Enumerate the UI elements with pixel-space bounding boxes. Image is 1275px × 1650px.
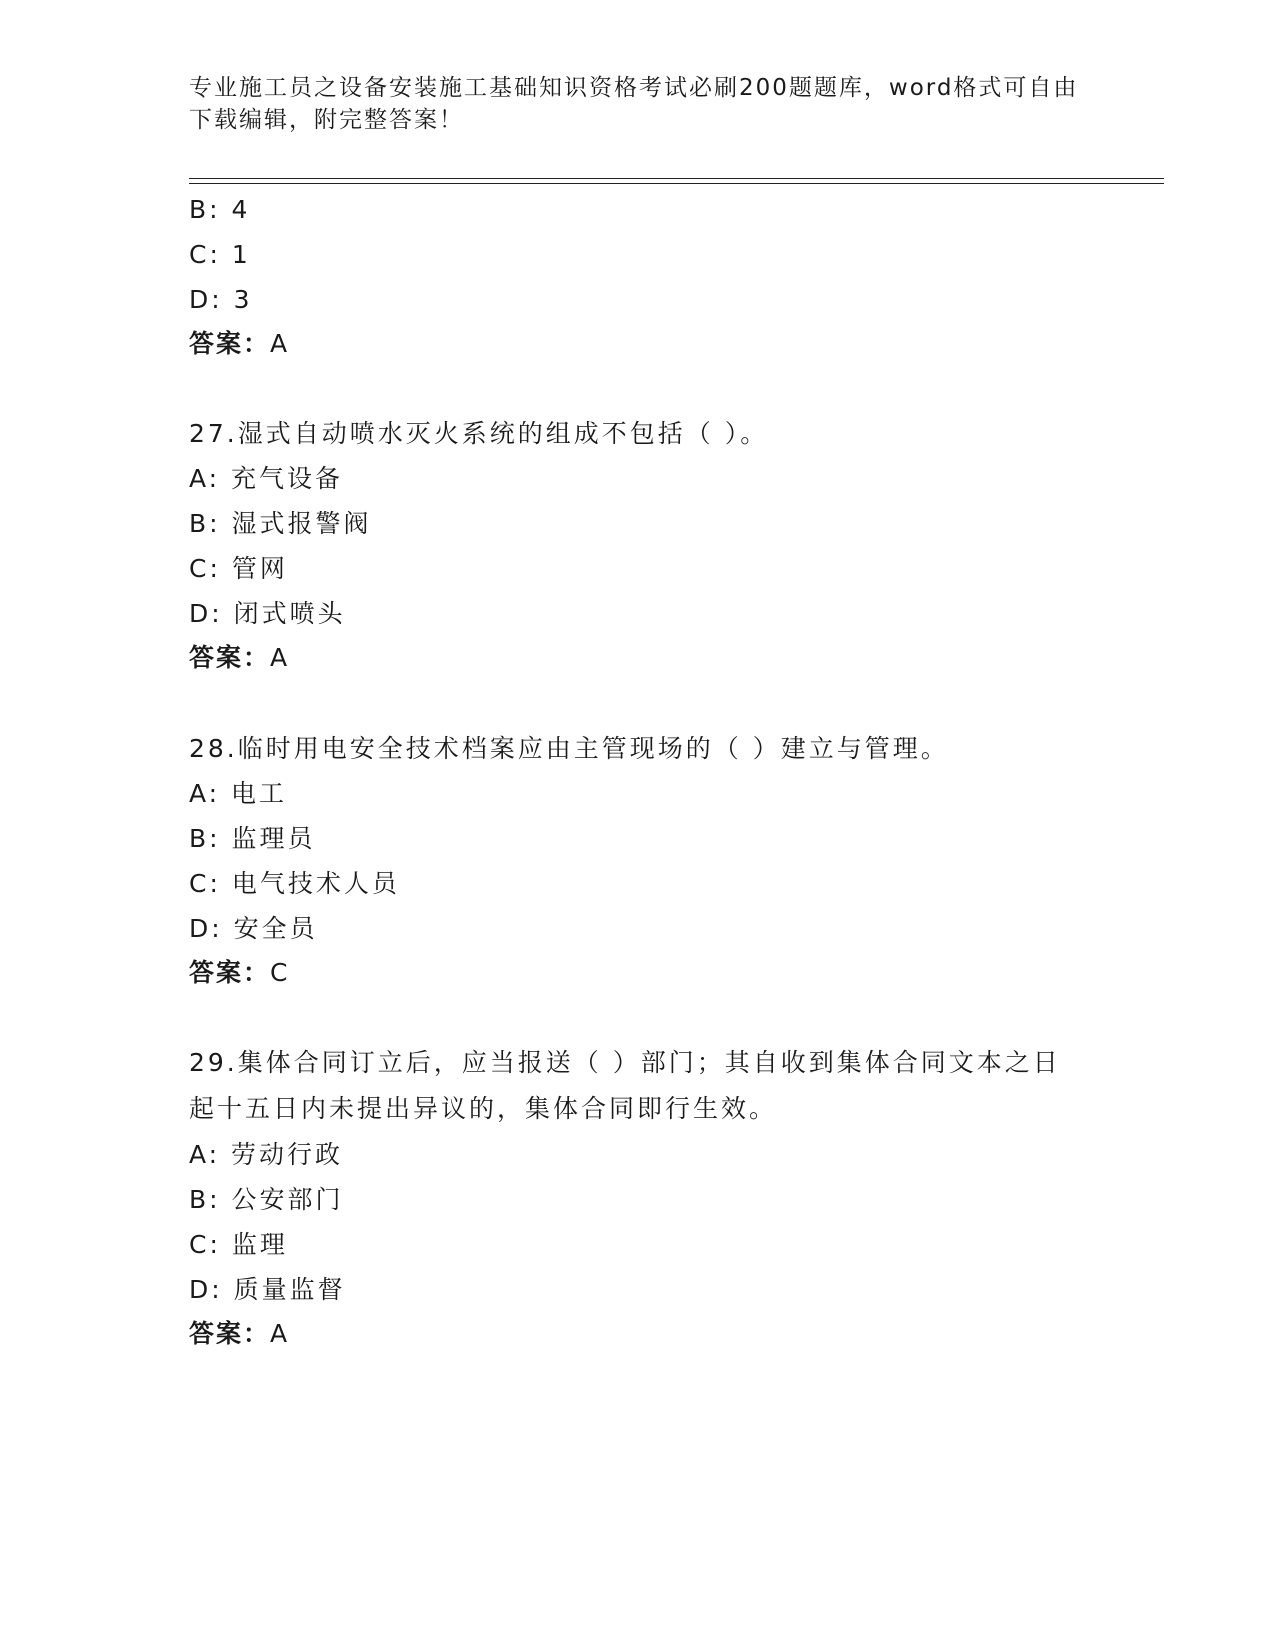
answer-label: 答案： (189, 958, 271, 987)
header-divider-second (189, 183, 1164, 184)
answer-label: 答案： (189, 329, 271, 358)
question-27-option-d: D: 闭式喷头 (189, 599, 346, 628)
question-27-option-a: A: 充气设备 (189, 464, 344, 493)
question-29-option-b: B: 公安部门 (189, 1185, 344, 1214)
answer-value: A (270, 329, 289, 358)
question-28-answer (189, 958, 288, 988)
option-c: C: 1 (189, 240, 251, 269)
question-29-option-c: C: 监理 (189, 1230, 288, 1259)
header-divider (189, 178, 1164, 179)
option-b: B: 4 (189, 195, 251, 224)
question-28-option-a: A: 电工 (189, 779, 288, 808)
question-27-option-b: B: 湿式报警阀 (189, 509, 372, 538)
question-27-answer (189, 643, 288, 673)
question-28-option-d: D: 安全员 (189, 914, 318, 943)
answer-label: 答案： (189, 1319, 271, 1348)
answer-value: C (270, 958, 289, 987)
question-29-option-d: D: 质量监督 (189, 1275, 346, 1304)
option-d: D: 3 (189, 285, 253, 314)
question-28-option-c: C: 电气技术人员 (189, 869, 400, 898)
question-28-option-b: B: 监理员 (189, 824, 316, 853)
question-28-text: 28.临时用电安全技术档案应由主管现场的（ ）建立与管理。 (189, 734, 949, 763)
question-29-text: 29.集体合同订立后，应当报送（ ）部门；其自收到集体合同文本之日起十五日内未提出异议的，集体合同即行生效。 (189, 1048, 1061, 1123)
document-header: 专业施工员之设备安装施工基础知识资格考试必刷200题题库，word格式可自由下载编辑，附完整答案！ (189, 75, 1079, 133)
question-27-option-c: C: 管网 (189, 554, 288, 583)
answer-line (189, 329, 288, 359)
answer-label: 答案： (189, 643, 271, 672)
answer-value: A (270, 1319, 289, 1348)
answer-value: A (270, 643, 289, 672)
question-29-option-a: A: 劳动行政 (189, 1140, 344, 1169)
question-29-answer (189, 1319, 288, 1349)
question-27-text: 27.湿式自动喷水灭火系统的组成不包括（ ）。 (189, 419, 769, 448)
